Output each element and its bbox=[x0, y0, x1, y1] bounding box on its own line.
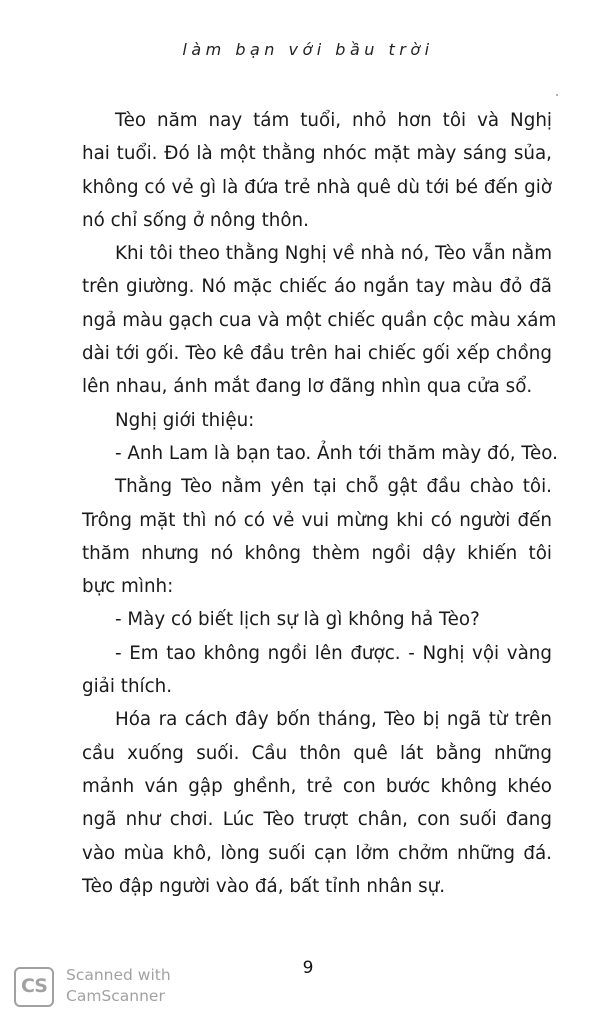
camscanner-watermark bbox=[14, 965, 214, 1011]
text-line: Trông mặt thì nó có vẻ vui mừng khi có người đến bbox=[82, 509, 552, 531]
text-line: cầu xuống suối. Cầu thôn quê lát bằng những bbox=[82, 742, 552, 764]
text-line: mảnh ván gập ghềnh, trẻ con bước không khéo bbox=[82, 775, 552, 797]
page-number: 9 bbox=[302, 958, 314, 978]
body-text bbox=[82, 104, 558, 903]
text-line: lên nhau, ánh mắt đang lơ đãng nhìn qua cửa sổ. bbox=[82, 376, 533, 398]
text-line: - Anh Lam là bạn tao. Ảnh tới thăm mày đó, Tèo. bbox=[115, 442, 558, 464]
text-line: - Em tao không ngồi lên được. - Nghị vội vàng bbox=[115, 642, 552, 664]
text-line: trên giường. Nó mặc chiếc áo ngắn tay màu đỏ đã bbox=[82, 276, 552, 298]
text-line: không có vẻ gì là đứa trẻ nhà quê dù tới bé đến giờ bbox=[82, 176, 552, 198]
watermark-line: CamScanner bbox=[66, 987, 165, 1005]
watermark-text bbox=[66, 965, 171, 1007]
text-line: nó chỉ sống ở nông thôn. bbox=[82, 209, 309, 231]
text-line: ngã như chơi. Lúc Tèo trượt chân, con suối đang bbox=[82, 809, 552, 831]
watermark-line: Scanned with bbox=[66, 966, 171, 984]
text-line: - Mày có biết lịch sự là gì không hả Tèo? bbox=[115, 609, 480, 631]
running-header: làm bạn với bầu trời bbox=[182, 40, 434, 59]
text-line: Hóa ra cách đây bốn tháng, Tèo bị ngã từ trên bbox=[115, 709, 552, 731]
text-line: Tèo đập người vào đá, bất tỉnh nhân sự. bbox=[82, 875, 446, 897]
text-line: Khi tôi theo thằng Nghị về nhà nó, Tèo vẫn nằm bbox=[115, 243, 552, 265]
text-line: Tèo năm nay tám tuổi, nhỏ hơn tôi và Nghị bbox=[115, 110, 552, 131]
text-line: giải thích. bbox=[82, 676, 173, 698]
camscanner-logo-icon: CS bbox=[14, 967, 54, 1007]
text-line: ngả màu gạch cua và một chiếc quần cộc màu xám bbox=[82, 309, 557, 331]
text-line: vào mùa khô, lòng suối cạn lởm chởm những đá. bbox=[82, 842, 552, 864]
text-line: bực mình: bbox=[82, 576, 174, 598]
text-line: Nghị giới thiệu: bbox=[115, 409, 255, 431]
text-line: dài tới gối. Tèo kê đầu trên hai chiếc gối xếp chồng bbox=[82, 343, 552, 365]
text-line: thăm nhưng nó không thèm ngồi dậy khiến tôi bbox=[82, 542, 552, 564]
text-line: hai tuổi. Đó là một thằng nhóc mặt mày sáng sủa, bbox=[82, 143, 552, 165]
text-line: Thằng Tèo nằm yên tại chỗ gật đầu chào tôi. bbox=[115, 476, 552, 498]
scan-speck bbox=[556, 94, 558, 96]
